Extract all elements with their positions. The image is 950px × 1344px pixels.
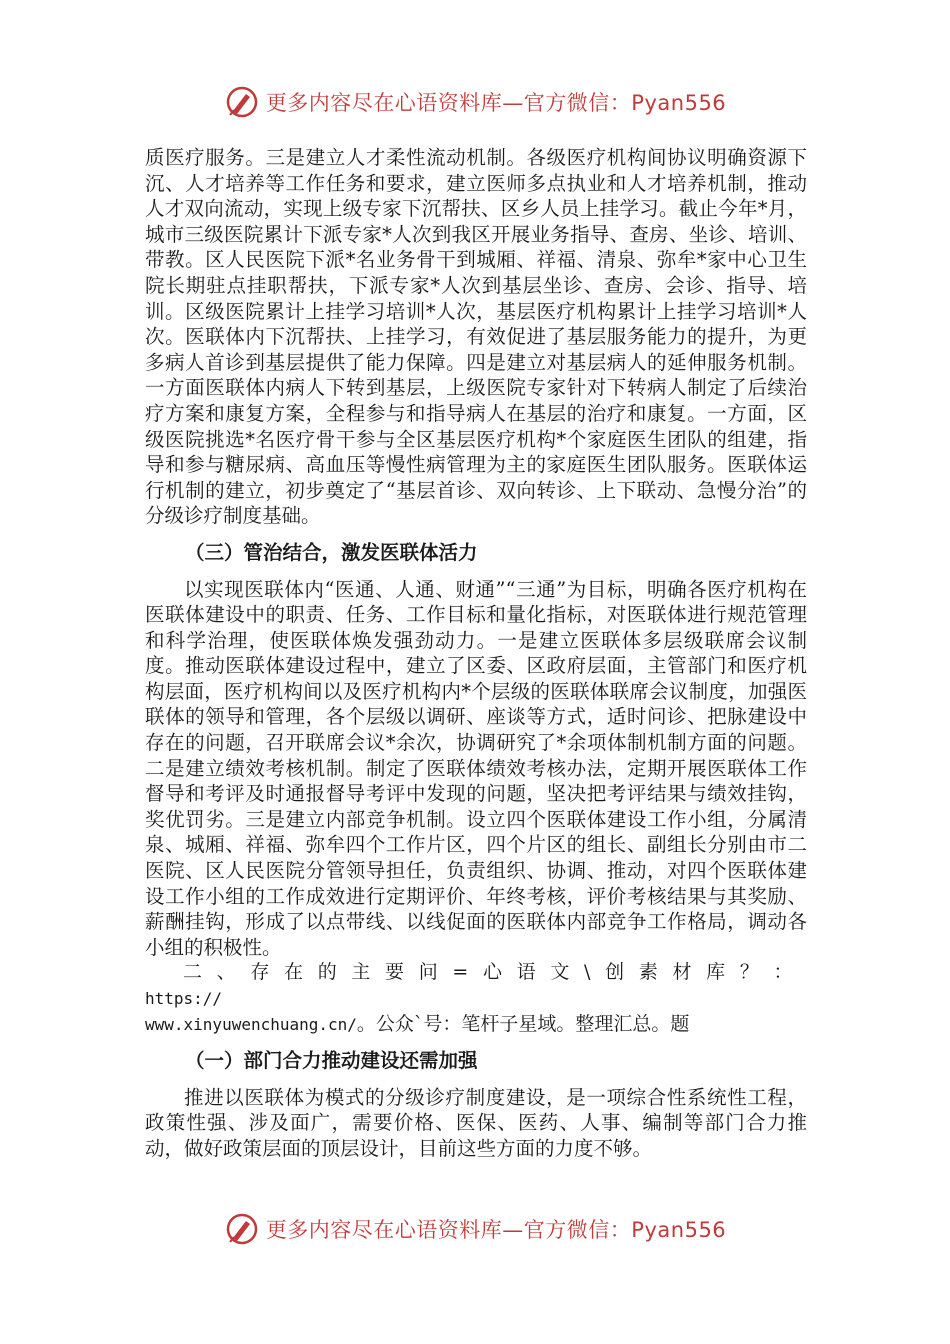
heading-problem-1: （一）部门合力推动建设还需加强 [185, 1049, 478, 1073]
document-body [145, 145, 807, 1162]
banner-text: 更多内容尽在心语资料库—官方微信：Pyan556 [265, 1218, 727, 1242]
banner-text: 更多内容尽在心语资料库—官方微信：Pyan556 [265, 91, 727, 115]
heading-section-3: （三）管治结合，激发医联体活力 [185, 540, 478, 564]
header-banner [0, 82, 950, 122]
paragraph-1: 质医疗服务。三是建立人才柔性流动机制。各级医疗机构间协议明确资源下沉、人才培养等工作任务和要求，建立医师多点执业和人才培养机制，推动人才双向流动，实现上级专家下沉帮扶、区乡人员上挂学习。截止今年*月，城市三级医院累计下派专家*人次到我区开展业务指导、查房、坐诊、培训、带教。区人民医院下派*名业务骨干到城厢、祥福、清泉、弥牟*家中心卫生院长期驻点挂职帮扶，下派专家*人次到基层坐诊、查房、会诊、指导、培训。区级医院累计上挂学习培训*人次，基层医疗机构累计上挂学习培训*人次。医联体内下沉帮扶、上挂学习，有效促进了基层服务能力的提升，为更多病人首诊到基层提供了能力保障。四是建立对基层病人的延伸服务机制。一方面医联体内病人下转到基层，上级医院专家针对下转病人制定了后续治疗方案和康复方案，全程参与和指导病人在基层的治疗和康复。一方面，区级医院挑选*名医疗骨干参与全区基层医疗机构*个家庭医生团队的组建，指导和参与糖尿病、高血压等慢性病管理为主的家庭医生团队服务。医联体运行机制的建立，初步奠定了“基层首诊、双向转诊、上下联动、急慢分治”的分级诊疗制度基础。 [145, 146, 807, 528]
paragraph-2: 以实现医联体内“医通、人通、财通”“三通”为目标，明确各医疗机构在医联体建设中的职责、任务、工作目标和量化指标，对医联体进行规范管理和科学治理，使医联体焕发强劲动力。一是建立医联体多层级联席会议制度。推动医联体建设过程中，建立了区委、区政府层面，主管部门和医疗机构层面，医疗机构间以及医疗机构内*个层级的医联体联席会议制度，加强医联体的领导和管理，各个层级以调研、座谈等方式，适时问诊、把脉建设中存在的问题，召开联席会议*余次，协调研究了*余项体制机制方面的问题。二是建立绩效考核机制。制定了医联体绩效考核办法，定期开展医联体工作督导和考评及时通报督导考评中发现的问题，坚决把考评结果与绩效挂钩，奖优罚劣。三是建立内部竞争机制。设立四个医联体建设工作小组，分属清泉、城厢、祥福、弥牟四个工作片区，四个片区的组长、副组长分别由市二医院、区人民医院分管领导担任，负责组织、协调、推动，对四个医联体建设工作小组的工作成效进行定期评价、年终考核，评价考核结果与其奖励、薪酬挂钩，形成了以点带线、以线促面的医联体内部竞争工作格局，调动各小组的积极性。 [145, 577, 807, 959]
section-2-prefix: 二、存在的主要问=心语文\创素材库？： [183, 961, 807, 984]
paragraph-3: 推进以医联体为模式的分级诊疗制度建设，是一项综合性系统性工程，政策性强、涉及面广，需要价格、医保、医药、人事、编制等部门合力推动，做好政策层面的顶层设计，目前这些方面的力度不够。 [145, 1085, 807, 1160]
pen-logo-icon [224, 84, 260, 120]
section-2-url-part2: www.xinyuwenchuang.cn/ [145, 1014, 357, 1034]
section-2-title [145, 960, 807, 1037]
pen-logo-icon [224, 1211, 260, 1247]
section-2-url-part1: https:// [145, 989, 223, 1008]
footer-banner [0, 1209, 950, 1249]
section-2-suffix: 。公众`号：笔杆子星域。整理汇总。题 [356, 1012, 690, 1035]
